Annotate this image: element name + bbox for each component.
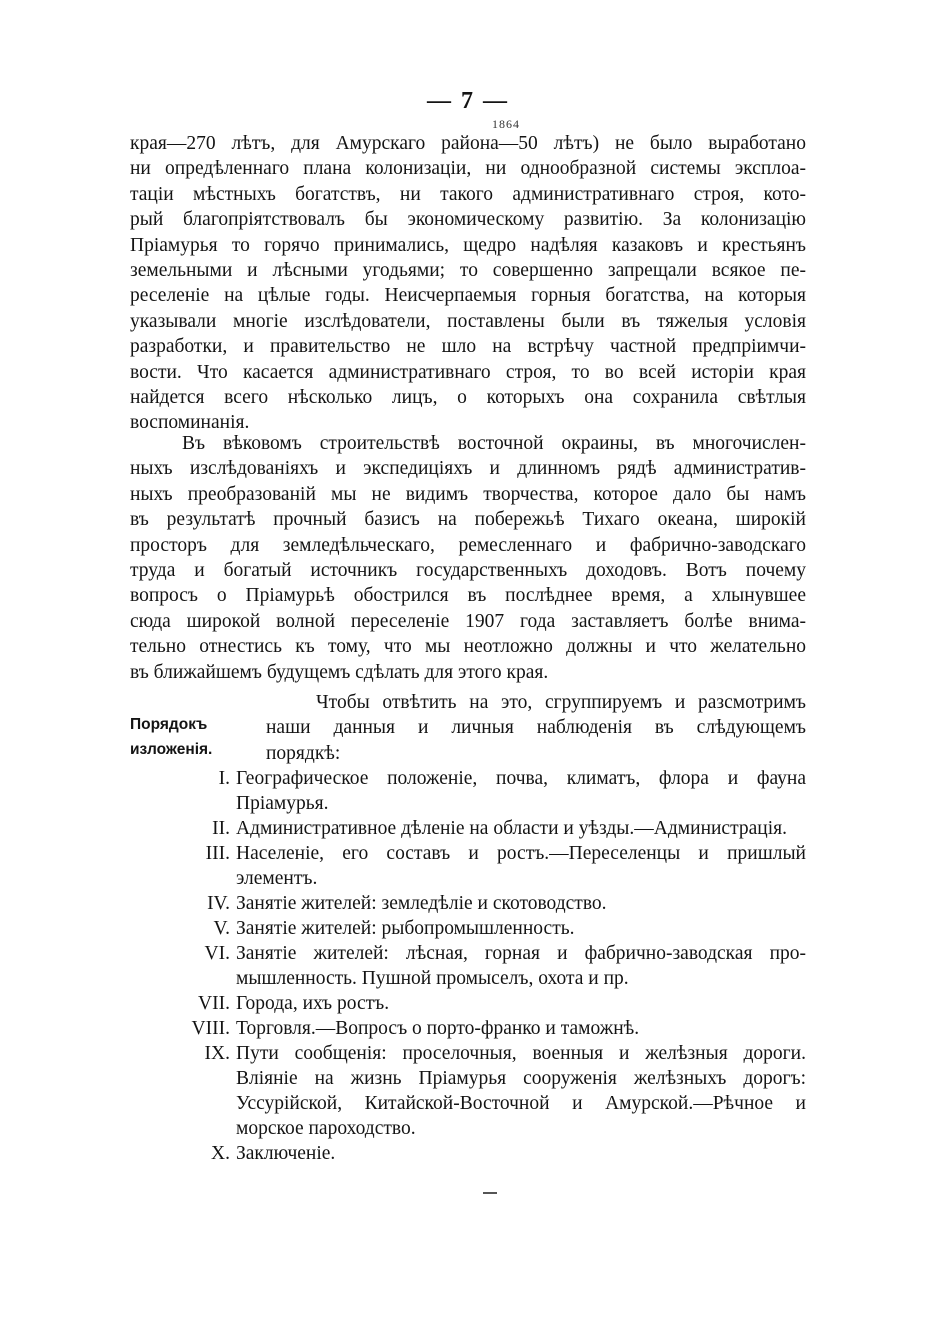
outline-number: I.	[218, 768, 230, 789]
text-line: ныхъ преобразованій мы не видимъ творчества, которое дало бы намъ	[130, 483, 806, 505]
text-line: порядкѣ:	[266, 742, 341, 764]
outline-text-line: мышленность. Пушной промыселъ, охота и пр.	[236, 968, 629, 989]
outline-item	[160, 1041, 806, 1141]
text-line: края—270 лѣтъ, для Амурскаго района—50 лѣтъ) не было выработано	[130, 133, 806, 154]
text-line: реселеніе на цѣлые годы. Неисчерпаемыя горныя богатства, на которыя	[130, 285, 806, 307]
text-line: Пріамурья то горячо принимались, щедро надѣляя казаковъ и крестьянъ	[130, 234, 806, 256]
text-line: таціи мѣстныхъ богатствъ, ни такого административнаго строя, кото-	[130, 183, 806, 205]
paragraph-3	[130, 690, 806, 766]
outline-number: V.	[213, 918, 230, 939]
text-line: Чтобы отвѣтить на это, сгруппируемъ и разсмотримъ	[316, 692, 806, 713]
outline-number: III.	[205, 843, 230, 864]
outline-item	[160, 941, 806, 991]
outline-item	[160, 766, 806, 816]
outline-text-line: Города, ихъ ростъ.	[236, 993, 390, 1014]
text-line: наши данныя и личныя наблюденія въ слѣдующемъ	[266, 717, 806, 739]
outline-text-line: Заключеніе.	[236, 1143, 336, 1164]
outline-text-line: Географическое положеніе, почва, климатъ, флора и фауна	[236, 768, 806, 789]
margin-heading-line: Порядокъ	[130, 716, 208, 733]
margin-heading-line: изложенія.	[130, 741, 213, 758]
outline-list	[160, 766, 806, 1166]
footer-dash	[483, 1192, 497, 1194]
outline-item	[160, 1016, 806, 1041]
text-line: тельно отнестись къ тому, что мы неотложно должны и что желательно	[130, 636, 806, 658]
text-line: Въ вѣковомъ строительствѣ восточной окраины, въ многочислен-	[182, 433, 806, 454]
text-line: въ результатѣ прочный базисъ на побережьѣ Тихаго океана, широкій	[130, 509, 806, 531]
text-line: вости. Что касается административнаго строя, то во всей исторіи края	[130, 361, 806, 383]
text-line: земельными и лѣсными угодьями; то совершенно запрещали всякое пе-	[130, 259, 806, 281]
text-line: вопросъ о Пріамурьѣ обострился въ послѣднее время, а хлынувшее	[130, 585, 806, 607]
text-line: просторъ для земледѣльческаго, ремесленнаго и фабрично-заводскаго	[130, 534, 806, 556]
text-line: труда и богатый источникъ государственныхъ доходовъ. Вотъ почему	[130, 559, 806, 581]
outline-text-line: элементъ.	[236, 868, 318, 889]
paragraph-1	[130, 131, 806, 436]
outline-text-line: Занятіе жителей: рыбопромышленность.	[236, 918, 575, 939]
outline-number: II.	[212, 818, 230, 839]
outline-number: IX.	[204, 1043, 230, 1064]
text-line: найдется всего нѣсколько лицъ, о которыхъ она сохранила свѣтлыя	[130, 386, 806, 408]
outline-item	[160, 1141, 806, 1166]
text-line: сюда широкой волной переселеніе 1907 года заставляетъ болѣе внима-	[130, 610, 806, 632]
text-line: указывали многіе изслѣдователи, поставлены были въ тяжелыя условія	[130, 310, 806, 332]
text-line: ни опредѣленнаго плана колонизаціи, ни однообразной системы эксплоа-	[130, 158, 806, 180]
outline-number: VIII.	[191, 1018, 230, 1039]
text-line: рый благопріятствовалъ бы экономическому развитію. За колонизацію	[130, 209, 806, 231]
outline-number: IV.	[207, 893, 230, 914]
outline-text-line: Населеніе, его составъ и ростъ.—Переселенцы и пришлый	[236, 843, 806, 864]
outline-item	[160, 991, 806, 1016]
outline-item	[160, 841, 806, 891]
text-line: воспоминанія.	[130, 412, 250, 434]
outline-item	[160, 816, 806, 841]
outline-text-line: Вліяніе на жизнь Пріамурья сооруженія желѣзныхъ дорогъ:	[236, 1068, 806, 1089]
outline-item	[160, 891, 806, 916]
outline-text-line: Занятіе жителей: земледѣліе и скотоводство.	[236, 893, 607, 914]
outline-text-line: Уссурійской, Китайской-Восточной и Амурской.—Рѣчное и	[236, 1093, 806, 1114]
text-line: ныхъ изслѣдованіяхъ и экспедиціяхъ и длинномъ рядѣ административ-	[130, 458, 806, 480]
outline-number: VI.	[204, 943, 230, 964]
outline-text-line: Пріамурья.	[236, 793, 329, 814]
outline-text-line: Пути сообщенія: проселочныя, военныя и желѣзныя дороги.	[236, 1043, 806, 1064]
margin-heading	[130, 712, 212, 762]
outline-number: X.	[211, 1143, 230, 1164]
outline-text-line: Торговля.—Вопросъ о порто-франко и таможнѣ.	[236, 1018, 640, 1039]
text-line: въ ближайшемъ будущемъ сдѣлать для этого края.	[130, 661, 549, 683]
page-number: — 7 —	[427, 88, 509, 114]
outline-text-line: Занятіе жителей: лѣсная, горная и фабрично-заводская про-	[236, 943, 806, 964]
outline-text-line: морское пароходство.	[236, 1118, 416, 1139]
outline-item	[160, 916, 806, 941]
paragraph-2	[130, 431, 806, 685]
text-line: разработки, и правительство не шло на встрѣчу частной предпріимчи-	[130, 336, 806, 358]
outline-text-line: Административное дѣленіе на области и уѣзды.—Администрація.	[236, 818, 787, 839]
handwritten-annotation: 1864	[492, 117, 520, 131]
outline-number: VII.	[198, 993, 230, 1014]
